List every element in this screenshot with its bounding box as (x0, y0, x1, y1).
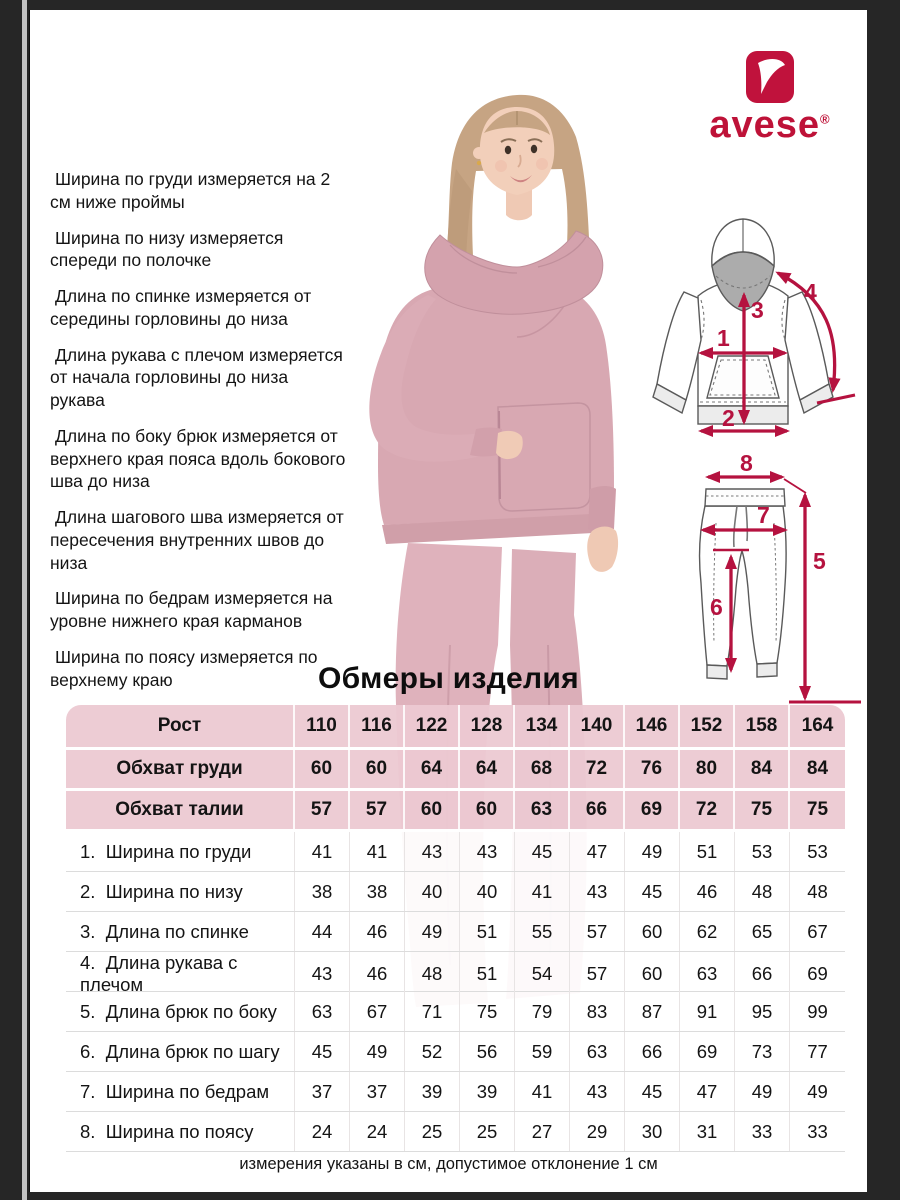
table-cell: 38 (350, 872, 405, 911)
table-cell: 40 (460, 872, 515, 911)
pants-sketch (700, 489, 786, 679)
measurement-note: Ширина по низу измеряется спереди по полочке (50, 227, 284, 271)
table-cell: 72 (570, 750, 625, 788)
hoodie-label-1: 1 (717, 325, 730, 351)
table-cell: 69 (807, 963, 828, 984)
table-cell: 110 (295, 705, 350, 747)
table-cell: 47 (680, 1072, 735, 1111)
table-row (66, 750, 845, 791)
table-cell: 45 (295, 1032, 350, 1071)
table-cell: 68 (515, 750, 570, 788)
table-cell: 39 (405, 1072, 460, 1111)
table-cell: 43 (405, 832, 460, 871)
table-cell: 65 (735, 912, 790, 951)
table-cell: 76 (625, 750, 680, 788)
table-cell: 66 (625, 1032, 680, 1071)
table-cell: 46 (350, 912, 405, 951)
table-cell: 84 (735, 750, 790, 788)
table-cell: 164 (801, 715, 834, 736)
table-cell: 33 (735, 1112, 790, 1151)
table-cell: 95 (735, 992, 790, 1031)
table-cell: 80 (680, 750, 735, 788)
table-cell: 152 (680, 705, 735, 747)
table-cell: 72 (680, 791, 735, 829)
table-cell: 99 (807, 1000, 828, 1022)
model-earring (477, 161, 481, 165)
table-row-label: 8. Ширина по поясу (66, 1112, 295, 1151)
table-cell: 48 (405, 952, 460, 996)
table-cell: 146 (625, 705, 680, 747)
table-cell: 77 (807, 1040, 828, 1062)
pants-label-8: 8 (740, 455, 753, 476)
table-cell: 54 (515, 952, 570, 996)
table-cell: 51 (460, 912, 515, 951)
brand-logo-icon (745, 50, 795, 104)
table-row (66, 791, 845, 832)
table-cell: 63 (295, 992, 350, 1031)
table-row (66, 912, 845, 952)
table-cell: 57 (350, 791, 405, 829)
table-cell: 44 (295, 912, 350, 951)
table-cell: 48 (807, 880, 828, 902)
model-far-hand (587, 527, 618, 572)
table-cell: 47 (570, 832, 625, 871)
table-row-label: 2. Ширина по низу (66, 872, 295, 911)
table-cell: 140 (570, 705, 625, 747)
table-cell: 37 (350, 1072, 405, 1111)
table-cell: 46 (350, 952, 405, 996)
table-cell: 57 (295, 791, 350, 829)
table-cell: 60 (405, 791, 460, 829)
table-cell: 69 (625, 791, 680, 829)
table-cell: 83 (570, 992, 625, 1031)
table-cell: 69 (680, 1032, 735, 1071)
model-eye-left (505, 146, 511, 154)
table-row (66, 1032, 845, 1072)
table-cell: 57 (570, 912, 625, 951)
table-cell: 43 (570, 1072, 625, 1111)
table-cell: 24 (295, 1112, 350, 1151)
pants-label-6: 6 (710, 594, 723, 620)
size-table (66, 705, 845, 1152)
table-cell: 84 (806, 758, 829, 779)
table-row-label: Обхват груди (66, 750, 295, 788)
table-cell: 38 (295, 872, 350, 911)
table-row-label: 4. Длина рукава с плечом (66, 952, 295, 996)
pants-label-7: 7 (757, 502, 770, 528)
table-row-label: Рост (66, 705, 295, 747)
table-cell: 51 (680, 832, 735, 871)
table-cell: 67 (807, 920, 828, 942)
table-row-label: 3. Длина по спинке (66, 912, 295, 951)
table-cell: 46 (680, 872, 735, 911)
table-cell: 45 (625, 872, 680, 911)
table-cell: 49 (350, 1032, 405, 1071)
table-cell: 49 (405, 912, 460, 951)
table-cell: 41 (515, 1072, 570, 1111)
table-cell: 37 (295, 1072, 350, 1111)
table-cell: 67 (350, 992, 405, 1031)
measurement-notes (50, 168, 346, 704)
table-row (66, 832, 845, 872)
table-cell: 122 (405, 705, 460, 747)
table-cell: 63 (515, 791, 570, 829)
table-cell: 60 (350, 750, 405, 788)
brand-wordmark (685, 106, 855, 144)
table-row (66, 1112, 845, 1152)
table-cell: 49 (735, 1072, 790, 1111)
table-cell: 45 (515, 832, 570, 871)
table-cell: 63 (680, 952, 735, 996)
table-cell: 71 (405, 992, 460, 1031)
table-cell: 64 (405, 750, 460, 788)
table-cell: 40 (405, 872, 460, 911)
measurement-note: Ширина по бедрам измеряется на уровне нижнего края карманов (50, 588, 333, 631)
model-cheek-left (495, 160, 507, 172)
table-cell: 48 (735, 872, 790, 911)
table-cell: 60 (295, 750, 350, 788)
table-cell: 41 (295, 832, 350, 871)
table-cell: 73 (735, 1032, 790, 1071)
table-cell: 158 (735, 705, 790, 747)
table-cell: 45 (625, 1072, 680, 1111)
table-cell: 116 (350, 705, 405, 747)
table-row-label: 5. Длина брюк по боку (66, 992, 295, 1031)
table-cell: 75 (460, 992, 515, 1031)
table-cell: 56 (460, 1032, 515, 1071)
hoodie-diagram (638, 205, 884, 457)
measurement-note: Длина шагового шва измеряется от пересечения внутренних швов до низа (50, 507, 344, 573)
page-edge-strip (22, 0, 27, 1200)
table-cell: 27 (515, 1112, 570, 1151)
brand-logo (685, 50, 855, 144)
table-cell: 41 (515, 872, 570, 911)
table-cell: 43 (570, 872, 625, 911)
table-row-label: Обхват талии (66, 791, 295, 829)
measurement-note: Ширина по поясу измеряется по верхнему краю (50, 646, 318, 690)
units-footnote: измерения указаны в см, допустимое отклонение 1 см (239, 1155, 658, 1173)
hoodie-label-2: 2 (722, 405, 735, 431)
table-row (66, 872, 845, 912)
table-cell: 62 (680, 912, 735, 951)
table-row (66, 705, 845, 750)
table-cell: 64 (460, 750, 515, 788)
table-cell: 75 (735, 791, 790, 829)
table-row-label: 7. Ширина по бедрам (66, 1072, 295, 1111)
measurement-note: Ширина по груди измеряется на 2 см ниже проймы (50, 169, 331, 212)
table-cell: 49 (807, 1080, 828, 1102)
table-row-label: 1. Ширина по груди (66, 832, 295, 871)
table-cell: 25 (405, 1112, 460, 1151)
table-row-label: 6. Длина брюк по шагу (66, 1032, 295, 1071)
model-far-cuff (588, 486, 616, 532)
pants-label-5: 5 (813, 548, 826, 574)
model-cheek-right (536, 158, 548, 170)
table-cell: 53 (807, 840, 828, 862)
measurement-note: Длина по боку брюк измеряется от верхнего края пояса вдоль бокового шва до низа (50, 425, 346, 492)
table-cell: 63 (570, 1032, 625, 1071)
table-cell: 53 (735, 832, 790, 871)
hoodie-label-4: 4 (804, 279, 817, 305)
hoodie-label-3: 3 (751, 297, 764, 323)
measurement-note: Длина рукава с плечом измеряется от начала горловины до низа рукава (50, 344, 343, 410)
table-cell: 30 (625, 1112, 680, 1151)
table-cell: 57 (570, 952, 625, 996)
measurement-note: Длина по спинке измеряется от середины горловины до низа (50, 286, 312, 329)
table-cell: 60 (625, 952, 680, 996)
table-cell: 75 (806, 799, 829, 820)
table-cell: 128 (460, 705, 515, 747)
table-cell: 49 (625, 832, 680, 871)
table-cell: 66 (570, 791, 625, 829)
table-cell: 134 (515, 705, 570, 747)
model-ear (473, 147, 485, 159)
table-cell: 43 (460, 832, 515, 871)
table-row (66, 952, 845, 995)
table-cell: 55 (515, 912, 570, 951)
table-cell: 31 (680, 1112, 735, 1151)
table-cell: 33 (807, 1120, 828, 1142)
table-cell: 91 (680, 992, 735, 1031)
table-cell: 59 (515, 1032, 570, 1071)
table-cell: 79 (515, 992, 570, 1031)
table-cell: 51 (460, 952, 515, 996)
table-cell: 24 (350, 1112, 405, 1151)
table-cell: 52 (405, 1032, 460, 1071)
table-row (66, 992, 845, 1032)
table-cell: 29 (570, 1112, 625, 1151)
table-cell: 41 (350, 832, 405, 871)
table-cell: 66 (735, 952, 790, 996)
brand-name: avese (709, 104, 821, 146)
table-cell: 60 (625, 912, 680, 951)
table-cell: 87 (625, 992, 680, 1031)
table-cell: 25 (460, 1112, 515, 1151)
product-info-page (29, 10, 867, 1192)
page-title: Обмеры изделия (318, 662, 579, 695)
model-eye-right (531, 145, 537, 153)
table-cell: 39 (460, 1072, 515, 1111)
registered-mark: ® (820, 111, 831, 127)
table-cell: 43 (295, 952, 350, 996)
table-cell: 60 (460, 791, 515, 829)
table-row (66, 1072, 845, 1112)
